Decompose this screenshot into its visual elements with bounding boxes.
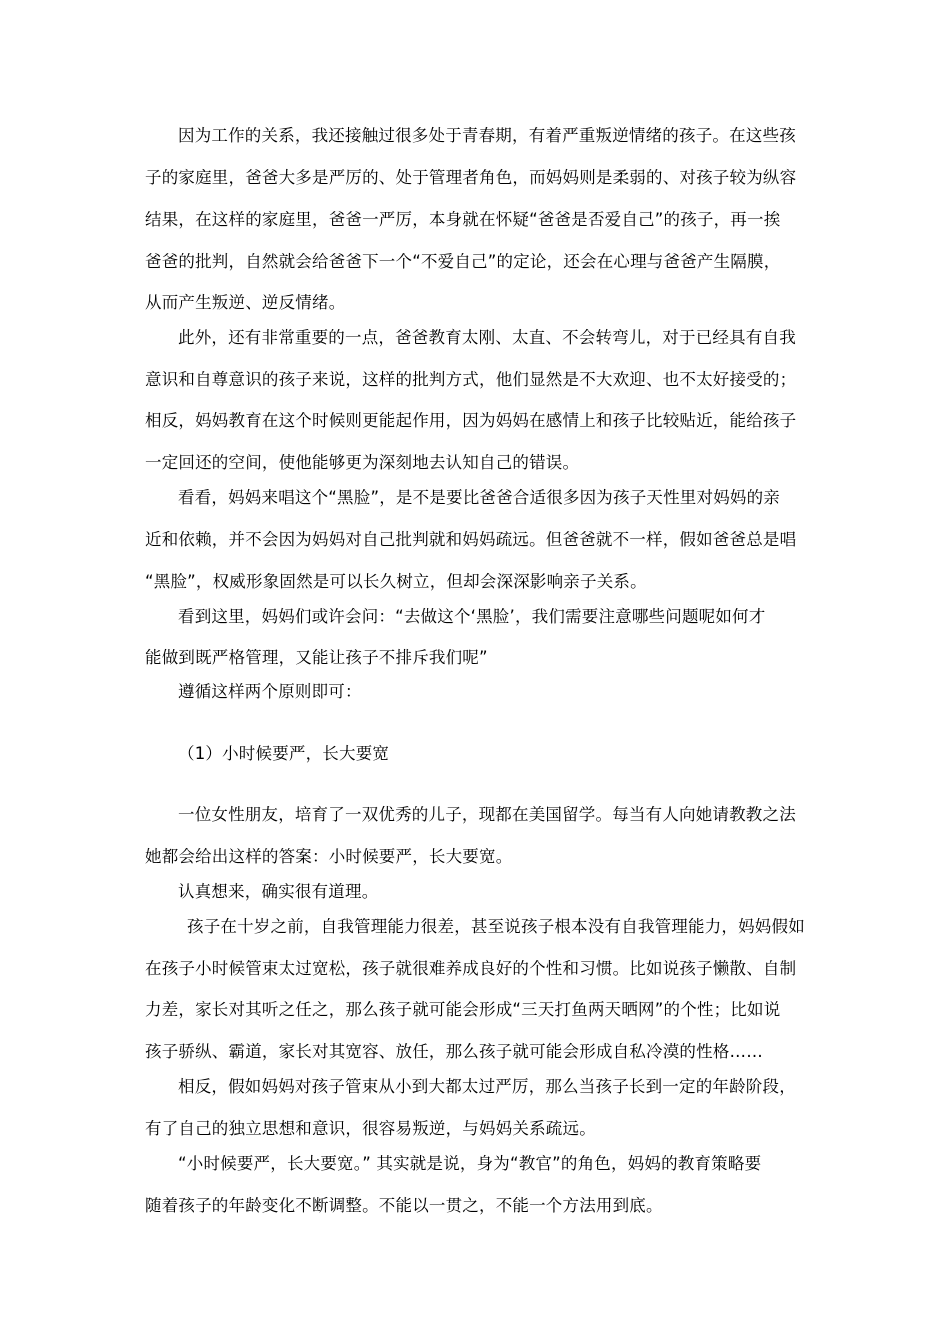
text-line: 能做到既严格管理，又能让孩子不排斥我们呢” xyxy=(145,648,488,667)
text-line: 随着孩子的年龄变化不断调整。不能以一贯之，不能一个方法用到底。 xyxy=(145,1196,663,1215)
text-line: “黑脸”，权威形象固然是可以长久树立，但却会深深影响亲子关系。 xyxy=(145,572,647,591)
text-line: 一定回还的空间，使他能够更为深刻地去认知自己的错误。 xyxy=(145,453,580,472)
text-line: 在孩子小时候管束太过宽松，孩子就很难养成良好的个性和习惯。比如说孩子懒散、自制 xyxy=(145,959,797,978)
text-line: 相反，妈妈教育在这个时候则更能起作用，因为妈妈在感情上和孩子比较贴近，能给孩子 xyxy=(145,411,797,430)
text-line: 从而产生叛逆、逆反情绪。 xyxy=(145,293,346,312)
text-line: 孩子在十岁之前，自我管理能力很差，甚至说孩子根本没有自我管理能力，妈妈假如 xyxy=(187,917,805,936)
text-line: 看看，妈妈来唱这个“黑脸”，是不是要比爸爸合适很多因为孩子天性里对妈妈的亲 xyxy=(178,488,780,507)
text-line: 子的家庭里，爸爸大多是严厉的、处于管理者角色，而妈妈则是柔弱的、对孩子较为纵容 xyxy=(145,168,797,187)
text-line: 因为工作的关系，我还接触过很多处于青春期，有着严重叛逆情绪的孩子。在这些孩 xyxy=(178,126,796,145)
text-line: 看到这里，妈妈们或许会问：“去做这个‘黑脸’，我们需要注意哪些问题呢如何才 xyxy=(178,607,766,626)
text-line: 认真想来，确实很有道理。 xyxy=(178,882,379,901)
text-line: 结果，在这样的家庭里，爸爸一严厉，本身就在怀疑“爸爸是否爱自己”的孩子，再一挨 xyxy=(145,210,781,229)
section-heading: （1）小时候要严，长大要宽 xyxy=(178,744,390,763)
text-line: 相反，假如妈妈对孩子管束从小到大都太过严厉，那么当孩子长到一定的年龄阶段， xyxy=(178,1077,796,1096)
text-line: 孩子骄纵、霸道，家长对其宽容、放任，那么孩子就可能会形成自私冷漠的性格…… xyxy=(145,1042,763,1061)
text-line: 有了自己的独立思想和意识，很容易叛逆，与妈妈关系疏远。 xyxy=(145,1119,596,1138)
text-line: 她都会给出这样的答案：小时候要严，长大要宽。 xyxy=(145,847,513,866)
text-line: “小时候要严，长大要宽。” 其实就是说，身为“教官”的角色，妈妈的教育策略要 xyxy=(178,1154,762,1173)
text-line: 遵循这样两个原则即可： xyxy=(178,682,362,701)
text-line: 一位女性朋友，培育了一双优秀的儿子，现都在美国留学。每当有人向她请教教之法 xyxy=(178,805,796,824)
text-line: 力差，家长对其听之任之，那么孩子就可能会形成“三天打鱼两天晒网”的个性；比如说 xyxy=(145,1000,781,1019)
text-line: 此外，还有非常重要的一点，爸爸教育太刚、太直、不会转弯儿，对于已经具有自我 xyxy=(178,328,796,347)
text-line: 爸爸的批判，自然就会给爸爸下一个“不爱自己”的定论，还会在心理与爸爸产生隔膜， xyxy=(145,252,781,271)
text-line: 近和依赖，并不会因为妈妈对自己批判就和妈妈疏远。但爸爸就不一样，假如爸爸总是唱 xyxy=(145,530,797,549)
text-line: 意识和自尊意识的孩子来说，这样的批判方式，他们显然是不大欢迎、也不太好接受的； xyxy=(145,370,797,389)
